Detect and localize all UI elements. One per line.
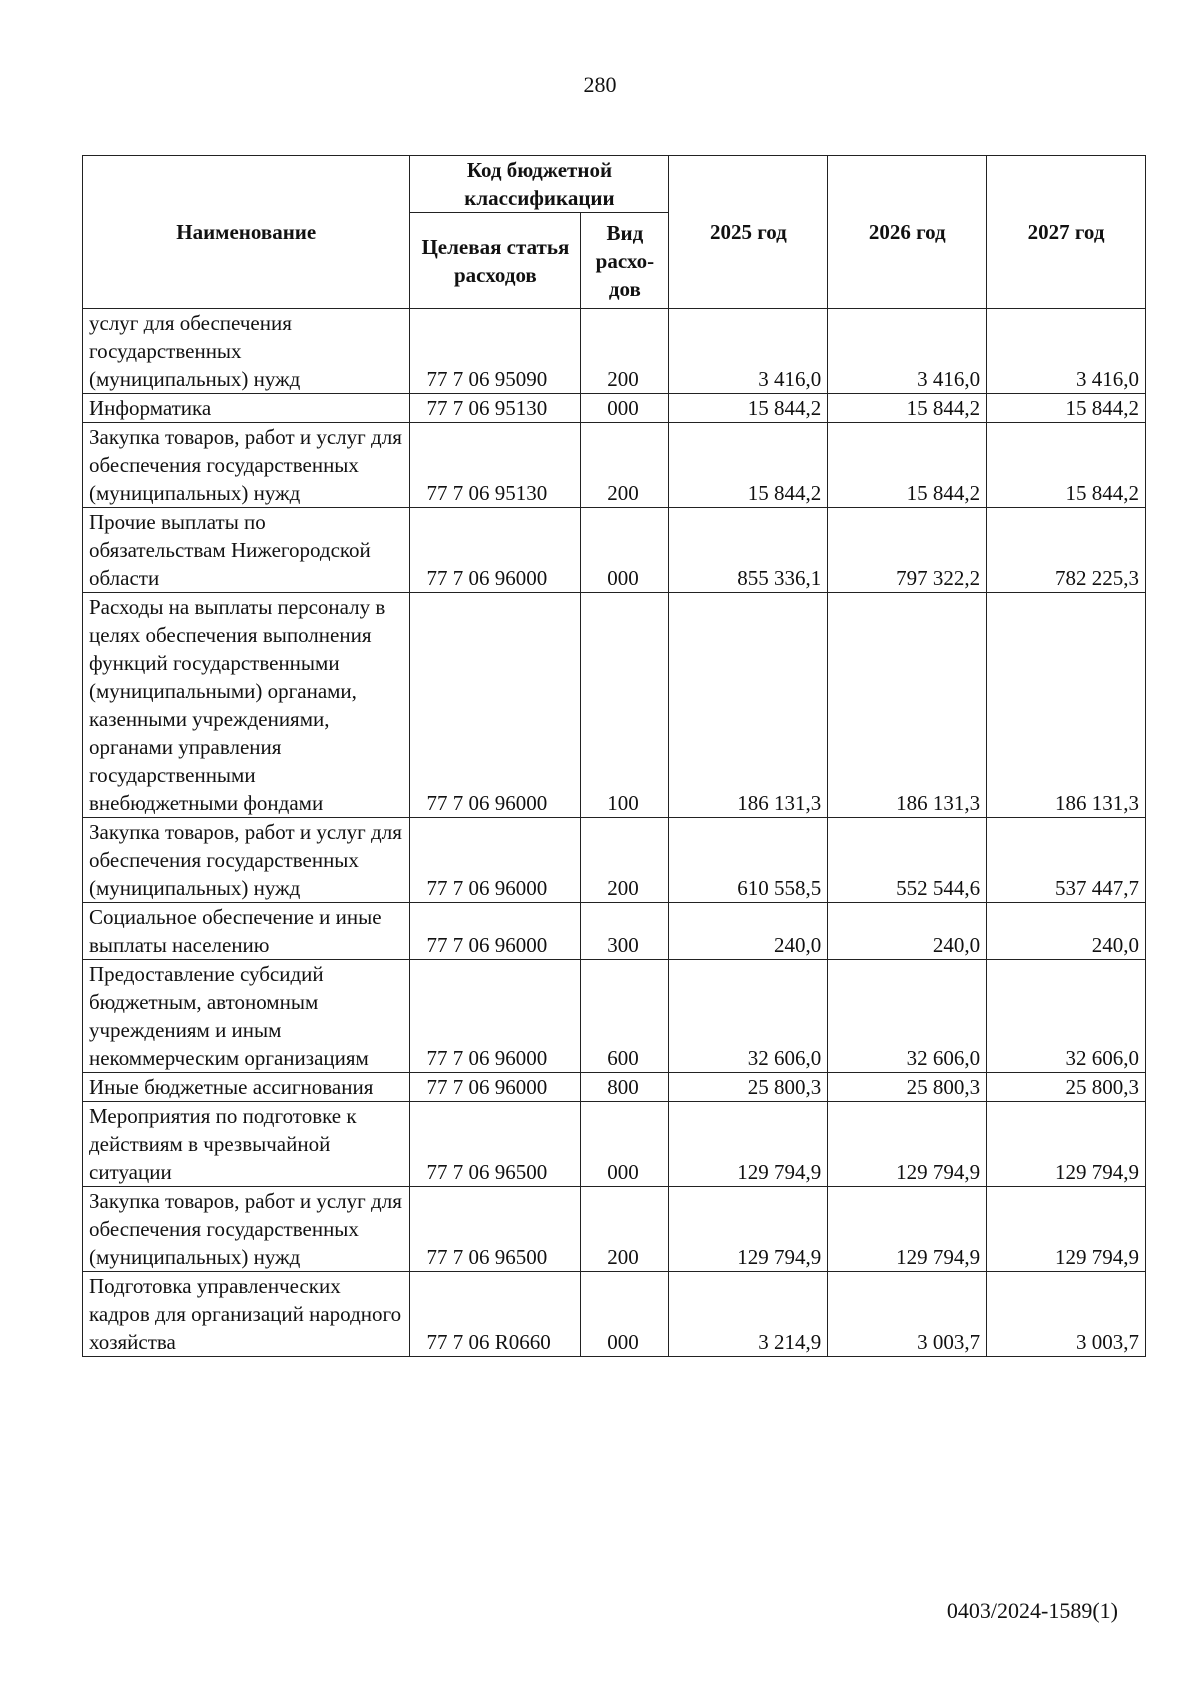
row-year-2027-cell: 15 844,2: [987, 394, 1146, 423]
row-name-cell: Подготовка управленческих кадров для организаций народного хозяйства: [83, 1272, 410, 1357]
row-name-cell: Прочие выплаты по обязательствам Нижегородской области: [83, 508, 410, 593]
row-name-cell: Закупка товаров, работ и услуг для обеспечения государственных (муниципальных) нужд: [83, 1187, 410, 1272]
header-expense-type: Вид расхо-дов: [581, 213, 669, 309]
row-year-2027-cell: 129 794,9: [987, 1102, 1146, 1187]
table-row: [83, 1102, 1146, 1187]
table-row: [83, 309, 1146, 394]
row-year-2026-cell: 15 844,2: [828, 423, 987, 508]
row-target-article-cell: 77 7 06 96500: [410, 1187, 581, 1272]
table-row: [83, 423, 1146, 508]
row-year-2026-cell: 15 844,2: [828, 394, 987, 423]
row-expense-type-cell: 000: [581, 394, 669, 423]
table-body: [83, 309, 1146, 1357]
row-year-2025-cell: 3 416,0: [669, 309, 828, 394]
row-year-2025-cell: 610 558,5: [669, 818, 828, 903]
row-expense-type-cell: 200: [581, 1187, 669, 1272]
document-code: 0403/2024-1589(1): [946, 1598, 1118, 1623]
table-row: [83, 1187, 1146, 1272]
row-year-2025-cell: 15 844,2: [669, 423, 828, 508]
table-row: [83, 1073, 1146, 1102]
row-expense-type-cell: 200: [581, 309, 669, 394]
table-row: [83, 593, 1146, 818]
row-year-2027-cell: 3 003,7: [987, 1272, 1146, 1357]
row-name-cell: Иные бюджетные ассигнования: [83, 1073, 410, 1102]
row-target-article-cell: 77 7 06 96000: [410, 818, 581, 903]
row-expense-type-cell: 300: [581, 903, 669, 960]
row-expense-type-cell: 000: [581, 508, 669, 593]
row-year-2026-cell: 25 800,3: [828, 1073, 987, 1102]
row-name-cell: Закупка товаров, работ и услуг для обеспечения государственных (муниципальных) нужд: [83, 423, 410, 508]
row-target-article-cell: 77 7 06 R0660: [410, 1272, 581, 1357]
row-year-2025-cell: 3 214,9: [669, 1272, 828, 1357]
row-year-2025-cell: 186 131,3: [669, 593, 828, 818]
row-year-2026-cell: 3 003,7: [828, 1272, 987, 1357]
row-name-cell: Информатика: [83, 394, 410, 423]
row-name-cell: услуг для обеспечения государственных (муниципальных) нужд: [83, 309, 410, 394]
row-target-article-cell: 77 7 06 96500: [410, 1102, 581, 1187]
row-year-2027-cell: 32 606,0: [987, 960, 1146, 1073]
row-year-2027-cell: 537 447,7: [987, 818, 1146, 903]
row-target-article-cell: 77 7 06 96000: [410, 960, 581, 1073]
row-year-2026-cell: 32 606,0: [828, 960, 987, 1073]
row-name-cell: Предоставление субсидий бюджетным, автономным учреждениям и иным некоммерческим организациям: [83, 960, 410, 1073]
table-row: [83, 394, 1146, 423]
table-row: [83, 818, 1146, 903]
row-year-2026-cell: 240,0: [828, 903, 987, 960]
row-target-article-cell: 77 7 06 96000: [410, 593, 581, 818]
row-expense-type-cell: 800: [581, 1073, 669, 1102]
row-year-2026-cell: 797 322,2: [828, 508, 987, 593]
row-expense-type-cell: 100: [581, 593, 669, 818]
row-expense-type-cell: 200: [581, 818, 669, 903]
page-number: 280: [583, 72, 617, 97]
row-year-2027-cell: 3 416,0: [987, 309, 1146, 394]
table-row: [83, 960, 1146, 1073]
row-expense-type-cell: 600: [581, 960, 669, 1073]
row-year-2027-cell: 129 794,9: [987, 1187, 1146, 1272]
row-year-2026-cell: 129 794,9: [828, 1102, 987, 1187]
header-budget-code: Код бюджетной классификации: [410, 156, 669, 213]
row-expense-type-cell: 000: [581, 1272, 669, 1357]
row-target-article-cell: 77 7 06 96000: [410, 508, 581, 593]
row-year-2027-cell: 240,0: [987, 903, 1146, 960]
header-name: Наименование: [83, 156, 410, 309]
row-year-2025-cell: 129 794,9: [669, 1102, 828, 1187]
row-year-2025-cell: 129 794,9: [669, 1187, 828, 1272]
row-name-cell: Закупка товаров, работ и услуг для обеспечения государственных (муниципальных) нужд: [83, 818, 410, 903]
row-year-2025-cell: 240,0: [669, 903, 828, 960]
header-target-article: Целевая статья расходов: [410, 213, 581, 309]
row-name-cell: Расходы на выплаты персоналу в целях обеспечения выполнения функций государственными (муниципальными) органами, казенными учреждениями, органами управления государственными внебюджетными фондами: [83, 593, 410, 818]
row-target-article-cell: 77 7 06 95130: [410, 394, 581, 423]
row-year-2027-cell: 186 131,3: [987, 593, 1146, 818]
row-expense-type-cell: 000: [581, 1102, 669, 1187]
row-year-2025-cell: 15 844,2: [669, 394, 828, 423]
row-year-2027-cell: 25 800,3: [987, 1073, 1146, 1102]
header-year-2025: 2025 год: [669, 156, 828, 309]
budget-table: [82, 155, 1146, 1357]
row-year-2025-cell: 32 606,0: [669, 960, 828, 1073]
row-name-cell: Социальное обеспечение и иные выплаты населению: [83, 903, 410, 960]
row-year-2025-cell: 25 800,3: [669, 1073, 828, 1102]
row-expense-type-cell: 200: [581, 423, 669, 508]
row-target-article-cell: 77 7 06 95090: [410, 309, 581, 394]
row-year-2026-cell: 552 544,6: [828, 818, 987, 903]
row-name-cell: Мероприятия по подготовке к действиям в чрезвычайной ситуации: [83, 1102, 410, 1187]
header-year-2026: 2026 год: [828, 156, 987, 309]
table-row: [83, 1272, 1146, 1357]
row-year-2026-cell: 129 794,9: [828, 1187, 987, 1272]
row-year-2025-cell: 855 336,1: [669, 508, 828, 593]
table-row: [83, 508, 1146, 593]
row-target-article-cell: 77 7 06 95130: [410, 423, 581, 508]
row-year-2026-cell: 186 131,3: [828, 593, 987, 818]
row-year-2026-cell: 3 416,0: [828, 309, 987, 394]
header-year-2027: 2027 год: [987, 156, 1146, 309]
row-target-article-cell: 77 7 06 96000: [410, 903, 581, 960]
row-target-article-cell: 77 7 06 96000: [410, 1073, 581, 1102]
table-row: [83, 903, 1146, 960]
row-year-2027-cell: 782 225,3: [987, 508, 1146, 593]
row-year-2027-cell: 15 844,2: [987, 423, 1146, 508]
